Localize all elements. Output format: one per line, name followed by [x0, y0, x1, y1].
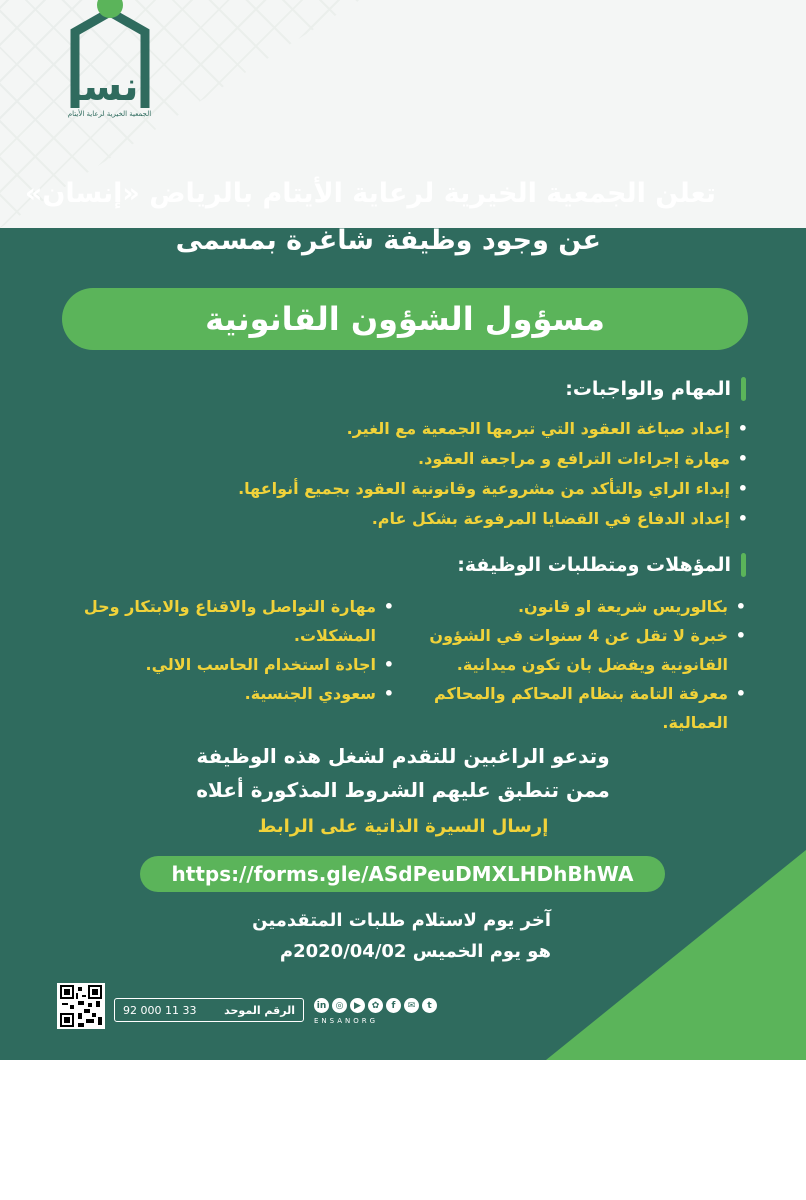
ensan-logo: [55, 0, 165, 125]
section-marker-icon: [741, 377, 746, 401]
phone-label: الرقم الموحد: [224, 1003, 295, 1017]
qualifications-list-right: [416, 592, 746, 737]
qualification-item: • سعودي الجنسية.: [44, 679, 394, 708]
logo-caption: الجمعية الخيرية لرعاية الأيتام: [67, 110, 152, 118]
job-title-banner: مسؤول الشؤون القانونية: [62, 288, 748, 350]
deadline-line-2: هو يوم الخميس 2020/04/02م: [279, 941, 551, 962]
phone-box: [114, 998, 304, 1022]
tasks-heading-text: المهام والواجبات:: [565, 378, 731, 400]
linkedin-icon[interactable]: in: [314, 998, 329, 1013]
youtube-icon[interactable]: ▶: [350, 998, 365, 1013]
qualifications-heading: [457, 553, 746, 577]
logo-wordmark: انسا: [67, 64, 153, 110]
qualification-item: • اجادة استخدام الحاسب الالي.: [44, 650, 394, 679]
qualification-item: • معرفة التامة بنظام المحاكم والمحاكم العمالية.: [416, 679, 746, 737]
invite-line-2: ممن تنطبق عليهم الشروط المذكورة أعلاه: [196, 778, 610, 802]
qualification-item: • خبرة لا تقل عن 4 سنوات في الشؤون القانونية ويفضل بان تكون ميدانية.: [416, 621, 746, 679]
deadline-line-1: آخر يوم لاستلام طلبات المتقدمين: [252, 910, 551, 931]
tasks-list: [188, 414, 748, 534]
application-link[interactable]: https://forms.gle/ASdPeuDMXLHDhBhWA: [140, 856, 665, 892]
qr-code-icon[interactable]: [57, 983, 105, 1029]
invite-line-1: وتدعو الراغبين للتقدم لشغل هذه الوظيفة: [196, 744, 610, 768]
social-handle: ENSANORG: [314, 1017, 379, 1025]
task-item: • إبداء الراي والتأكد من مشروعية وقانونية العقود بجميع أنواعها.: [188, 474, 748, 504]
headline-line-2: عن وجود وظيفة شاغرة بمسمى: [175, 225, 601, 256]
section-marker-icon: [741, 553, 746, 577]
facebook-icon[interactable]: f: [386, 998, 401, 1013]
email-icon[interactable]: ✉: [404, 998, 419, 1013]
instagram-icon[interactable]: ◎: [332, 998, 347, 1013]
snapchat-icon[interactable]: ✿: [368, 998, 383, 1013]
phone-number: 92 000 11 33: [123, 1003, 197, 1017]
twitter-icon[interactable]: t: [422, 998, 437, 1013]
headline-line-1: تعلن الجمعية الخيرية لرعاية الأيتام بالرياض «إنسان»: [24, 178, 716, 209]
qualifications-list-left: [44, 592, 394, 708]
tasks-heading: [565, 377, 746, 401]
task-item: • إعداد صياغة العقود التي تبرمها الجمعية مع الغير.: [188, 414, 748, 444]
send-cv-text: إرسال السيرة الذاتية على الرابط: [257, 816, 549, 837]
qualifications-heading-text: المؤهلات ومتطلبات الوظيفة:: [457, 554, 731, 576]
qualification-item: • بكالوريس شريعة او قانون.: [416, 592, 746, 621]
social-icons: [314, 998, 437, 1013]
task-item: • مهارة إجراءات الترافع و مراجعة العقود.: [188, 444, 748, 474]
qualification-item: • مهارة التواصل والاقناع والابتكار وحل المشكلات.: [44, 592, 394, 650]
task-item: • إعداد الدفاع في القضايا المرفوعة بشكل عام.: [188, 504, 748, 534]
